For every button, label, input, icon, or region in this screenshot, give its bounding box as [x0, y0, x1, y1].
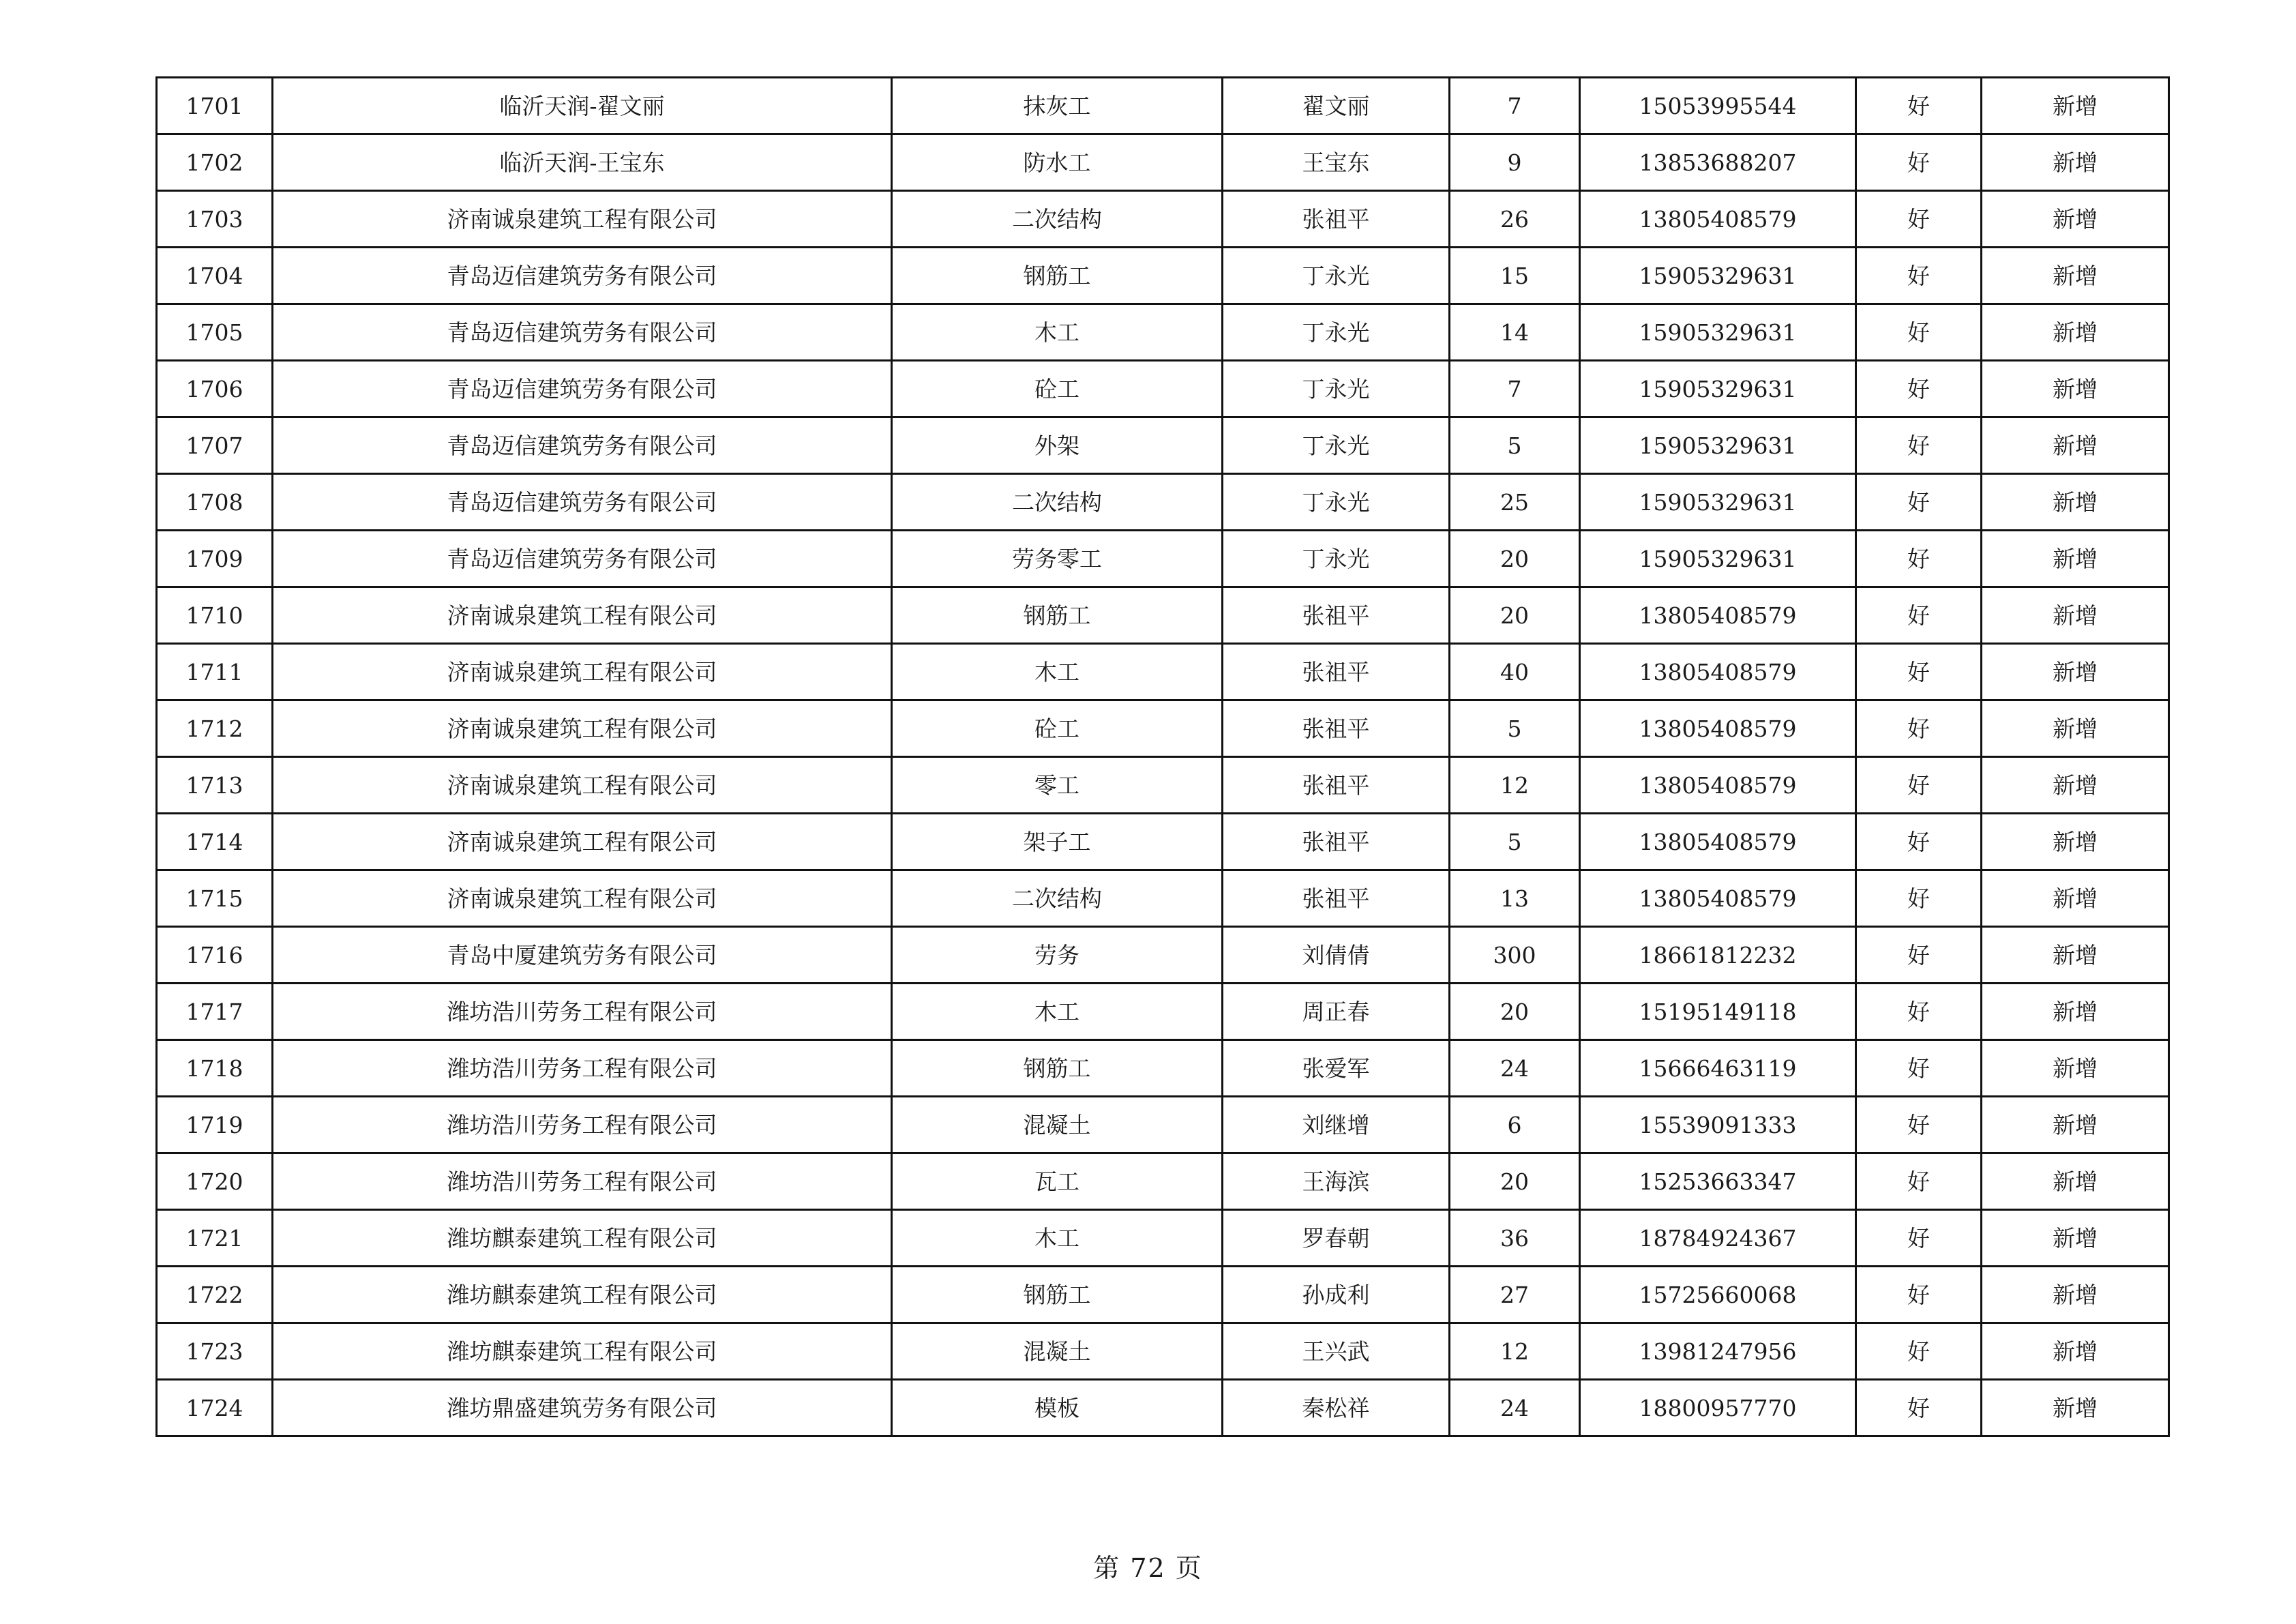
headcount-cell: 27	[1450, 1267, 1580, 1323]
status-cell: 新增	[1982, 191, 2169, 248]
company-cell: 济南诚泉建筑工程有限公司	[273, 191, 892, 248]
trade-cell: 钢筋工	[892, 1040, 1223, 1097]
status-cell: 新增	[1982, 587, 2169, 644]
headcount-cell: 7	[1450, 78, 1580, 134]
status-cell: 新增	[1982, 1323, 2169, 1380]
company-cell: 潍坊浩川劳务工程有限公司	[273, 1097, 892, 1153]
serial-number-cell: 1710	[157, 587, 273, 644]
status-cell: 新增	[1982, 531, 2169, 587]
serial-number-cell: 1722	[157, 1267, 273, 1323]
headcount-cell: 20	[1450, 1153, 1580, 1210]
headcount-cell: 5	[1450, 700, 1580, 757]
headcount-cell: 36	[1450, 1210, 1580, 1267]
table-row	[157, 1210, 2169, 1267]
serial-number-cell: 1706	[157, 361, 273, 417]
page-footer	[0, 1547, 2296, 1584]
rating-cell: 好	[1856, 870, 1982, 927]
table-row	[157, 700, 2169, 757]
phone-cell: 13981247956	[1580, 1323, 1856, 1380]
trade-cell: 钢筋工	[892, 248, 1223, 304]
contact-person-cell: 罗春朝	[1223, 1210, 1450, 1267]
company-cell: 济南诚泉建筑工程有限公司	[273, 870, 892, 927]
company-cell: 潍坊浩川劳务工程有限公司	[273, 1040, 892, 1097]
phone-cell: 15539091333	[1580, 1097, 1856, 1153]
serial-number-cell: 1711	[157, 644, 273, 700]
phone-cell: 13805408579	[1580, 814, 1856, 870]
table-row	[157, 1267, 2169, 1323]
company-cell: 青岛迈信建筑劳务有限公司	[273, 417, 892, 474]
serial-number-cell: 1715	[157, 870, 273, 927]
rating-cell: 好	[1856, 1210, 1982, 1267]
company-cell: 潍坊麒泰建筑工程有限公司	[273, 1323, 892, 1380]
serial-number-cell: 1709	[157, 531, 273, 587]
rating-cell: 好	[1856, 1267, 1982, 1323]
rating-cell: 好	[1856, 1153, 1982, 1210]
company-cell: 济南诚泉建筑工程有限公司	[273, 757, 892, 814]
headcount-cell: 40	[1450, 644, 1580, 700]
headcount-cell: 26	[1450, 191, 1580, 248]
table-row	[157, 248, 2169, 304]
status-cell: 新增	[1982, 984, 2169, 1040]
contact-person-cell: 王宝东	[1223, 134, 1450, 191]
table-row	[157, 757, 2169, 814]
headcount-cell: 12	[1450, 1323, 1580, 1380]
table-row	[157, 984, 2169, 1040]
rating-cell: 好	[1856, 587, 1982, 644]
rating-cell: 好	[1856, 1097, 1982, 1153]
contact-person-cell: 秦松祥	[1223, 1380, 1450, 1436]
status-cell: 新增	[1982, 134, 2169, 191]
phone-cell: 15905329631	[1580, 417, 1856, 474]
headcount-cell: 20	[1450, 587, 1580, 644]
company-cell: 济南诚泉建筑工程有限公司	[273, 644, 892, 700]
serial-number-cell: 1705	[157, 304, 273, 361]
trade-cell: 砼工	[892, 700, 1223, 757]
company-cell: 青岛迈信建筑劳务有限公司	[273, 474, 892, 531]
rating-cell: 好	[1856, 361, 1982, 417]
company-cell: 青岛迈信建筑劳务有限公司	[273, 304, 892, 361]
serial-number-cell: 1704	[157, 248, 273, 304]
contact-person-cell: 孙成利	[1223, 1267, 1450, 1323]
status-cell: 新增	[1982, 1040, 2169, 1097]
status-cell: 新增	[1982, 1097, 2169, 1153]
table-row	[157, 134, 2169, 191]
contact-person-cell: 张祖平	[1223, 700, 1450, 757]
company-cell: 潍坊浩川劳务工程有限公司	[273, 1153, 892, 1210]
rating-cell: 好	[1856, 644, 1982, 700]
company-cell: 青岛迈信建筑劳务有限公司	[273, 361, 892, 417]
headcount-cell: 20	[1450, 531, 1580, 587]
page-footer-suffix: 页	[1175, 1553, 1203, 1583]
trade-cell: 抹灰工	[892, 78, 1223, 134]
table-row	[157, 1040, 2169, 1097]
contact-person-cell: 张祖平	[1223, 870, 1450, 927]
company-cell: 青岛中厦建筑劳务有限公司	[273, 927, 892, 984]
serial-number-cell: 1703	[157, 191, 273, 248]
company-cell: 临沂天润-王宝东	[273, 134, 892, 191]
phone-cell: 13805408579	[1580, 700, 1856, 757]
trade-cell: 防水工	[892, 134, 1223, 191]
headcount-cell: 15	[1450, 248, 1580, 304]
contact-person-cell: 周正春	[1223, 984, 1450, 1040]
phone-cell: 13805408579	[1580, 587, 1856, 644]
serial-number-cell: 1717	[157, 984, 273, 1040]
trade-cell: 二次结构	[892, 191, 1223, 248]
rating-cell: 好	[1856, 984, 1982, 1040]
phone-cell: 15666463119	[1580, 1040, 1856, 1097]
status-cell: 新增	[1982, 1210, 2169, 1267]
headcount-cell: 24	[1450, 1380, 1580, 1436]
contact-person-cell: 张祖平	[1223, 644, 1450, 700]
contact-person-cell: 张爱军	[1223, 1040, 1450, 1097]
trade-cell: 零工	[892, 757, 1223, 814]
serial-number-cell: 1721	[157, 1210, 273, 1267]
headcount-cell: 300	[1450, 927, 1580, 984]
rating-cell: 好	[1856, 1040, 1982, 1097]
contact-person-cell: 刘继增	[1223, 1097, 1450, 1153]
contact-person-cell: 王海滨	[1223, 1153, 1450, 1210]
serial-number-cell: 1714	[157, 814, 273, 870]
status-cell: 新增	[1982, 361, 2169, 417]
rating-cell: 好	[1856, 1323, 1982, 1380]
contact-person-cell: 丁永光	[1223, 417, 1450, 474]
phone-cell: 18661812232	[1580, 927, 1856, 984]
headcount-cell: 25	[1450, 474, 1580, 531]
phone-cell: 15725660068	[1580, 1267, 1856, 1323]
table-row	[157, 814, 2169, 870]
phone-cell: 15905329631	[1580, 248, 1856, 304]
phone-cell: 15053995544	[1580, 78, 1856, 134]
status-cell: 新增	[1982, 870, 2169, 927]
contact-person-cell: 刘倩倩	[1223, 927, 1450, 984]
status-cell: 新增	[1982, 304, 2169, 361]
page-number: 72	[1130, 1553, 1166, 1583]
trade-cell: 架子工	[892, 814, 1223, 870]
headcount-cell: 7	[1450, 361, 1580, 417]
headcount-cell: 13	[1450, 870, 1580, 927]
contact-person-cell: 丁永光	[1223, 361, 1450, 417]
trade-cell: 混凝土	[892, 1097, 1223, 1153]
table-row	[157, 587, 2169, 644]
trade-cell: 外架	[892, 417, 1223, 474]
contact-person-cell: 张祖平	[1223, 587, 1450, 644]
company-cell: 潍坊鼎盛建筑劳务有限公司	[273, 1380, 892, 1436]
table-row	[157, 361, 2169, 417]
table-row	[157, 1097, 2169, 1153]
serial-number-cell: 1713	[157, 757, 273, 814]
rating-cell: 好	[1856, 474, 1982, 531]
trade-cell: 劳务零工	[892, 531, 1223, 587]
contact-person-cell: 张祖平	[1223, 814, 1450, 870]
table-row	[157, 927, 2169, 984]
phone-cell: 15905329631	[1580, 474, 1856, 531]
company-cell: 潍坊麒泰建筑工程有限公司	[273, 1267, 892, 1323]
serial-number-cell: 1701	[157, 78, 273, 134]
contact-person-cell: 丁永光	[1223, 304, 1450, 361]
phone-cell: 13853688207	[1580, 134, 1856, 191]
company-cell: 临沂天润-翟文丽	[273, 78, 892, 134]
phone-cell: 15905329631	[1580, 304, 1856, 361]
company-cell: 青岛迈信建筑劳务有限公司	[273, 531, 892, 587]
phone-cell: 13805408579	[1580, 757, 1856, 814]
serial-number-cell: 1719	[157, 1097, 273, 1153]
table-row	[157, 78, 2169, 134]
trade-cell: 钢筋工	[892, 587, 1223, 644]
rating-cell: 好	[1856, 700, 1982, 757]
status-cell: 新增	[1982, 927, 2169, 984]
status-cell: 新增	[1982, 644, 2169, 700]
contact-person-cell: 翟文丽	[1223, 78, 1450, 134]
phone-cell: 18800957770	[1580, 1380, 1856, 1436]
trade-cell: 木工	[892, 644, 1223, 700]
status-cell: 新增	[1982, 78, 2169, 134]
rating-cell: 好	[1856, 248, 1982, 304]
status-cell: 新增	[1982, 417, 2169, 474]
rating-cell: 好	[1856, 191, 1982, 248]
rating-cell: 好	[1856, 927, 1982, 984]
phone-cell: 15905329631	[1580, 531, 1856, 587]
phone-cell: 15195149118	[1580, 984, 1856, 1040]
table-row	[157, 1323, 2169, 1380]
trade-cell: 瓦工	[892, 1153, 1223, 1210]
table-row	[157, 531, 2169, 587]
phone-cell: 15905329631	[1580, 361, 1856, 417]
status-cell: 新增	[1982, 814, 2169, 870]
contact-person-cell: 丁永光	[1223, 248, 1450, 304]
status-cell: 新增	[1982, 700, 2169, 757]
trade-cell: 钢筋工	[892, 1267, 1223, 1323]
trade-cell: 木工	[892, 304, 1223, 361]
rating-cell: 好	[1856, 78, 1982, 134]
serial-number-cell: 1723	[157, 1323, 273, 1380]
company-cell: 潍坊浩川劳务工程有限公司	[273, 984, 892, 1040]
roster-table	[155, 76, 2170, 1437]
status-cell: 新增	[1982, 757, 2169, 814]
roster-body	[157, 78, 2169, 1436]
rating-cell: 好	[1856, 1380, 1982, 1436]
rating-cell: 好	[1856, 304, 1982, 361]
headcount-cell: 5	[1450, 417, 1580, 474]
company-cell: 济南诚泉建筑工程有限公司	[273, 587, 892, 644]
contact-person-cell: 张祖平	[1223, 191, 1450, 248]
trade-cell: 木工	[892, 984, 1223, 1040]
rating-cell: 好	[1856, 134, 1982, 191]
trade-cell: 混凝土	[892, 1323, 1223, 1380]
contact-person-cell: 丁永光	[1223, 474, 1450, 531]
headcount-cell: 6	[1450, 1097, 1580, 1153]
serial-number-cell: 1718	[157, 1040, 273, 1097]
company-cell: 济南诚泉建筑工程有限公司	[273, 814, 892, 870]
rating-cell: 好	[1856, 814, 1982, 870]
status-cell: 新增	[1982, 1267, 2169, 1323]
serial-number-cell: 1702	[157, 134, 273, 191]
phone-cell: 13805408579	[1580, 644, 1856, 700]
table-row	[157, 1153, 2169, 1210]
serial-number-cell: 1712	[157, 700, 273, 757]
contact-person-cell: 丁永光	[1223, 531, 1450, 587]
headcount-cell: 5	[1450, 814, 1580, 870]
serial-number-cell: 1720	[157, 1153, 273, 1210]
headcount-cell: 24	[1450, 1040, 1580, 1097]
trade-cell: 砼工	[892, 361, 1223, 417]
phone-cell: 13805408579	[1580, 191, 1856, 248]
status-cell: 新增	[1982, 248, 2169, 304]
company-cell: 济南诚泉建筑工程有限公司	[273, 700, 892, 757]
page-footer-prefix: 第	[1093, 1553, 1121, 1583]
trade-cell: 劳务	[892, 927, 1223, 984]
status-cell: 新增	[1982, 1380, 2169, 1436]
headcount-cell: 14	[1450, 304, 1580, 361]
trade-cell: 模板	[892, 1380, 1223, 1436]
contact-person-cell: 王兴武	[1223, 1323, 1450, 1380]
table-row	[157, 304, 2169, 361]
table-row	[157, 191, 2169, 248]
serial-number-cell: 1708	[157, 474, 273, 531]
phone-cell: 13805408579	[1580, 870, 1856, 927]
trade-cell: 二次结构	[892, 474, 1223, 531]
phone-cell: 18784924367	[1580, 1210, 1856, 1267]
rating-cell: 好	[1856, 417, 1982, 474]
headcount-cell: 12	[1450, 757, 1580, 814]
serial-number-cell: 1716	[157, 927, 273, 984]
status-cell: 新增	[1982, 474, 2169, 531]
rating-cell: 好	[1856, 531, 1982, 587]
serial-number-cell: 1707	[157, 417, 273, 474]
table-row	[157, 1380, 2169, 1436]
table-row	[157, 417, 2169, 474]
table-row	[157, 474, 2169, 531]
table-row	[157, 870, 2169, 927]
table-row	[157, 644, 2169, 700]
trade-cell: 二次结构	[892, 870, 1223, 927]
status-cell: 新增	[1982, 1153, 2169, 1210]
phone-cell: 15253663347	[1580, 1153, 1856, 1210]
company-cell: 青岛迈信建筑劳务有限公司	[273, 248, 892, 304]
serial-number-cell: 1724	[157, 1380, 273, 1436]
headcount-cell: 20	[1450, 984, 1580, 1040]
company-cell: 潍坊麒泰建筑工程有限公司	[273, 1210, 892, 1267]
headcount-cell: 9	[1450, 134, 1580, 191]
rating-cell: 好	[1856, 757, 1982, 814]
trade-cell: 木工	[892, 1210, 1223, 1267]
contact-person-cell: 张祖平	[1223, 757, 1450, 814]
